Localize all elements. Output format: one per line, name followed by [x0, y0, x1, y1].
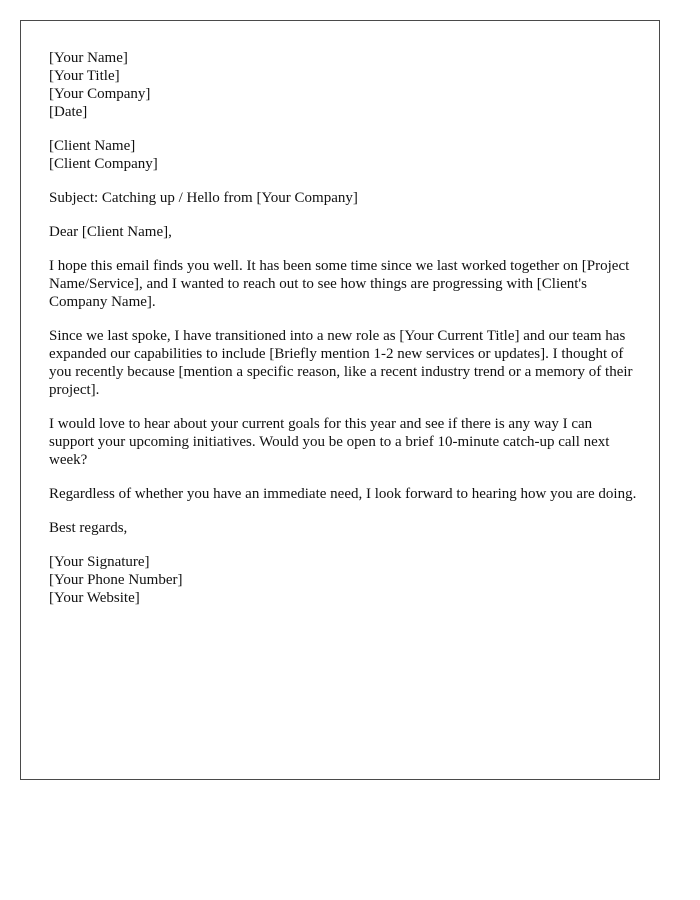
- sender-company: [Your Company]: [49, 86, 151, 102]
- signature-website: [Your Website]: [49, 590, 140, 606]
- recipient-company: [Client Company]: [49, 156, 158, 172]
- recipient-block: [49, 137, 639, 173]
- sender-name: [Your Name]: [49, 50, 128, 66]
- subject-line: Subject: Catching up / Hello from [Your Company]: [49, 190, 358, 206]
- salutation: Dear [Client Name],: [49, 224, 172, 240]
- closing: Best regards,: [49, 520, 128, 536]
- letter-page: [20, 20, 660, 780]
- body-paragraph-3: I would love to hear about your current goals for this year and see if there is any way I can support your upcoming initiatives. Would you be open to a brief 10-minute catch-up call next week?: [49, 416, 610, 468]
- letter-body: [49, 49, 639, 623]
- body-paragraph-2: Since we last spoke, I have transitioned into a new role as [Your Current Title] and our team has expanded our capabilities to include [Briefly mention 1-2 new services or updates]. I thought of you recently because [mention a specific reason, like a recent industry trend or a memory of their project].: [49, 328, 633, 398]
- body-paragraph-4: Regardless of whether you have an immediate need, I look forward to hearing how you are doing.: [49, 486, 637, 502]
- sender-block: [49, 49, 639, 121]
- signature-block: [49, 553, 639, 607]
- recipient-name: [Client Name]: [49, 138, 136, 154]
- signature-phone: [Your Phone Number]: [49, 572, 183, 588]
- signature-name: [Your Signature]: [49, 554, 150, 570]
- letter-date: [Date]: [49, 104, 88, 120]
- body-paragraph-1: I hope this email finds you well. It has been some time since we last worked together on [Project Name/Service], and I wanted to reach out to see how things are progressing with [Client's Company Name].: [49, 258, 630, 310]
- sender-title: [Your Title]: [49, 68, 120, 84]
